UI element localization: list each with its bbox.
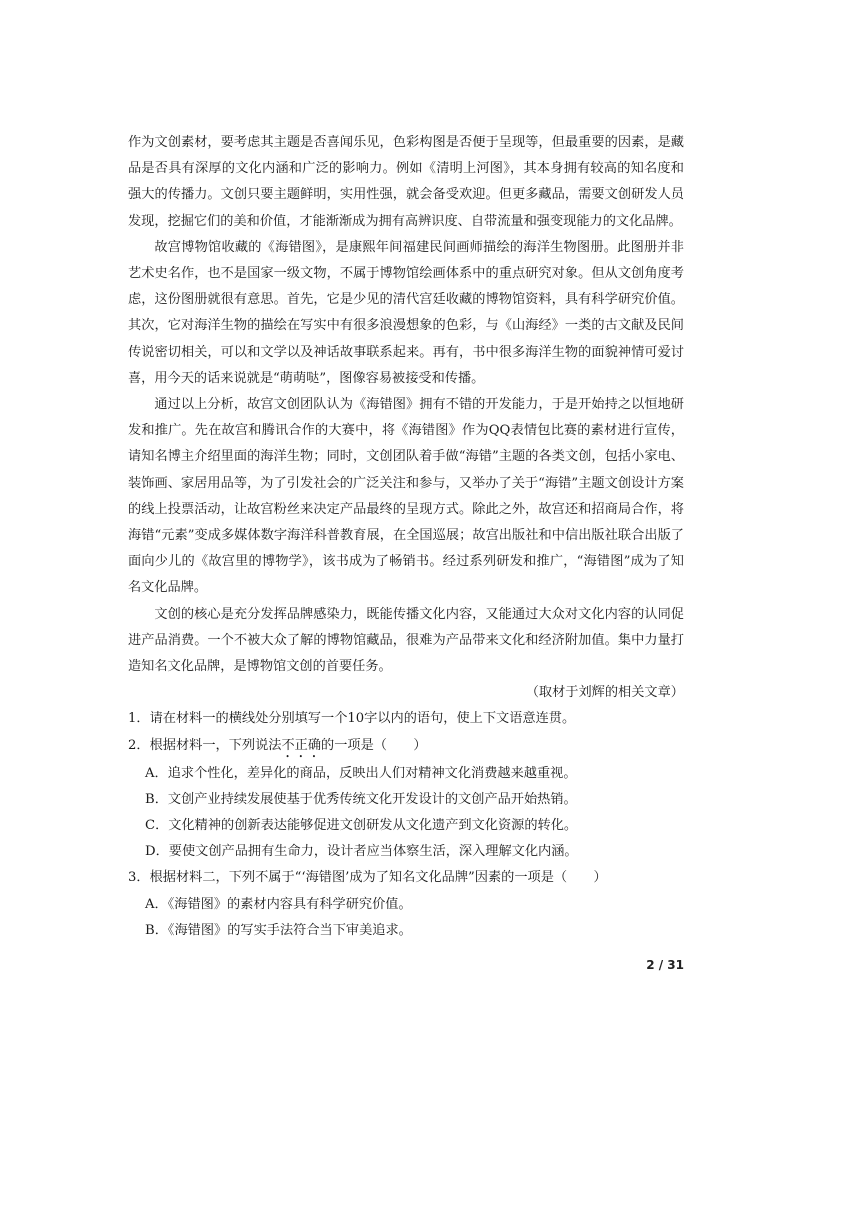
paragraph-3: 通过以上分析，故宫文创团队认为《海错图》拥有不错的开发能力，于是开始持之以恒地研发和推广。先在故宫和腾讯合作的大赛中，将《海错图》作为QQ表情包比赛的素材进行宣传，请知名博主介绍里面的海洋生物；同时，文创团队着手做“海错”主题的各类文创，包括小家电、装饰画、家居用品等，为了引发社会的广泛关注和参与，又举办了关于“海错”主题文创设计方案的线上投票活动，让故宫粉丝来决定产品最终的呈现方式。除此之外，故宫还和招商局合作，将海错“元素”变成多媒体数字海洋科普教育展，在全国巡展；故宫出版社和中信出版社联合出版了面向少儿的《故宫里的博物学》，该书成为了畅销书。经过系列研发和推广，“海错图”成为了知名文化品牌。 [128, 397, 684, 596]
question-2 [128, 733, 684, 761]
paragraph-4: 文创的核心是充分发挥品牌感染力，既能传播文化内容，又能通过大众对文化内容的认同促进产品消费。一个不被大众了解的博物馆藏品，很难为产品带来文化和经济附加值。集中力量打造知名文化品牌，是博物馆文创的首要任务。 [128, 606, 684, 675]
question-2-option-b: B．文创产业持续发展使基于优秀传统文化开发设计的文创产品开始热销。 [145, 791, 577, 807]
question-2-emphasis: 不正确 [281, 737, 322, 753]
source-citation: （取材于刘辉的相关文章） [525, 685, 684, 701]
question-2-option-d: D．要使文创产品拥有生命力，设计者应当体察生活，深入理解文化内涵。 [145, 844, 578, 860]
question-2-option-a: A．追求个性化，差异化的商品，反映出人们对精神文化消费越来越重视。 [145, 765, 577, 781]
page-number: 2 / 31 [646, 958, 684, 972]
question-1: 1．请在材料一的横线处分别填写一个10字以内的语句，使上下文语意连贯。 [128, 711, 576, 727]
paragraph-1: 作为文创素材，要考虑其主题是否喜闻乐见，色彩构图是否便于呈现等，但最重要的因素，是藏品是否具有深厚的文化内涵和广泛的影响力。例如《清明上河图》，其本身拥有较高的知名度和强大的传播力。文创只要主题鲜明，实用性强，就会备受欢迎。但更多藏品，需要文创研发人员发现，挖掘它们的美和价值，才能渐渐成为拥有高辨识度、自带流量和强变现能力的文化品牌。 [128, 135, 684, 229]
question-2-text-b: 的一项是（ ） [321, 737, 427, 753]
question-2-text-a: 2．根据材料一，下列说法 [128, 737, 282, 753]
question-3-option-a: A．《海错图》的素材内容具有科学研究价值。 [145, 896, 412, 912]
question-2-option-c: C．文化精神的创新表达能够促进文创研发从文化遗产到文化资源的转化。 [145, 818, 578, 834]
question-3: 3．根据材料二，下列不属于“‘海错图’成为了知名文化品牌”因素的一项是（ ） [128, 870, 607, 886]
paragraph-2: 故宫博物馆收藏的《海错图》，是康熙年间福建民间画师描绘的海洋生物图册。此图册并非艺术史名作，也不是国家一级文物，不属于博物馆绘画体系中的重点研究对象。但从文创角度考虑，这份图册就很有意思。首先，它是少见的清代宫廷收藏的博物馆资料，具有科学研究价值。其次，它对海洋生物的描绘在写实中有很多浪漫想象的色彩，与《山海经》一类的古文献及民间传说密切相关，可以和文学以及神话故事联系起来。再有，书中很多海洋生物的面貌神情可爱讨喜，用今天的话来说就是“萌萌哒”，图像容易被接受和传播。 [128, 239, 684, 386]
question-3-option-b: B．《海错图》的写实手法符合当下审美追求。 [145, 922, 412, 938]
document-body [128, 130, 684, 944]
